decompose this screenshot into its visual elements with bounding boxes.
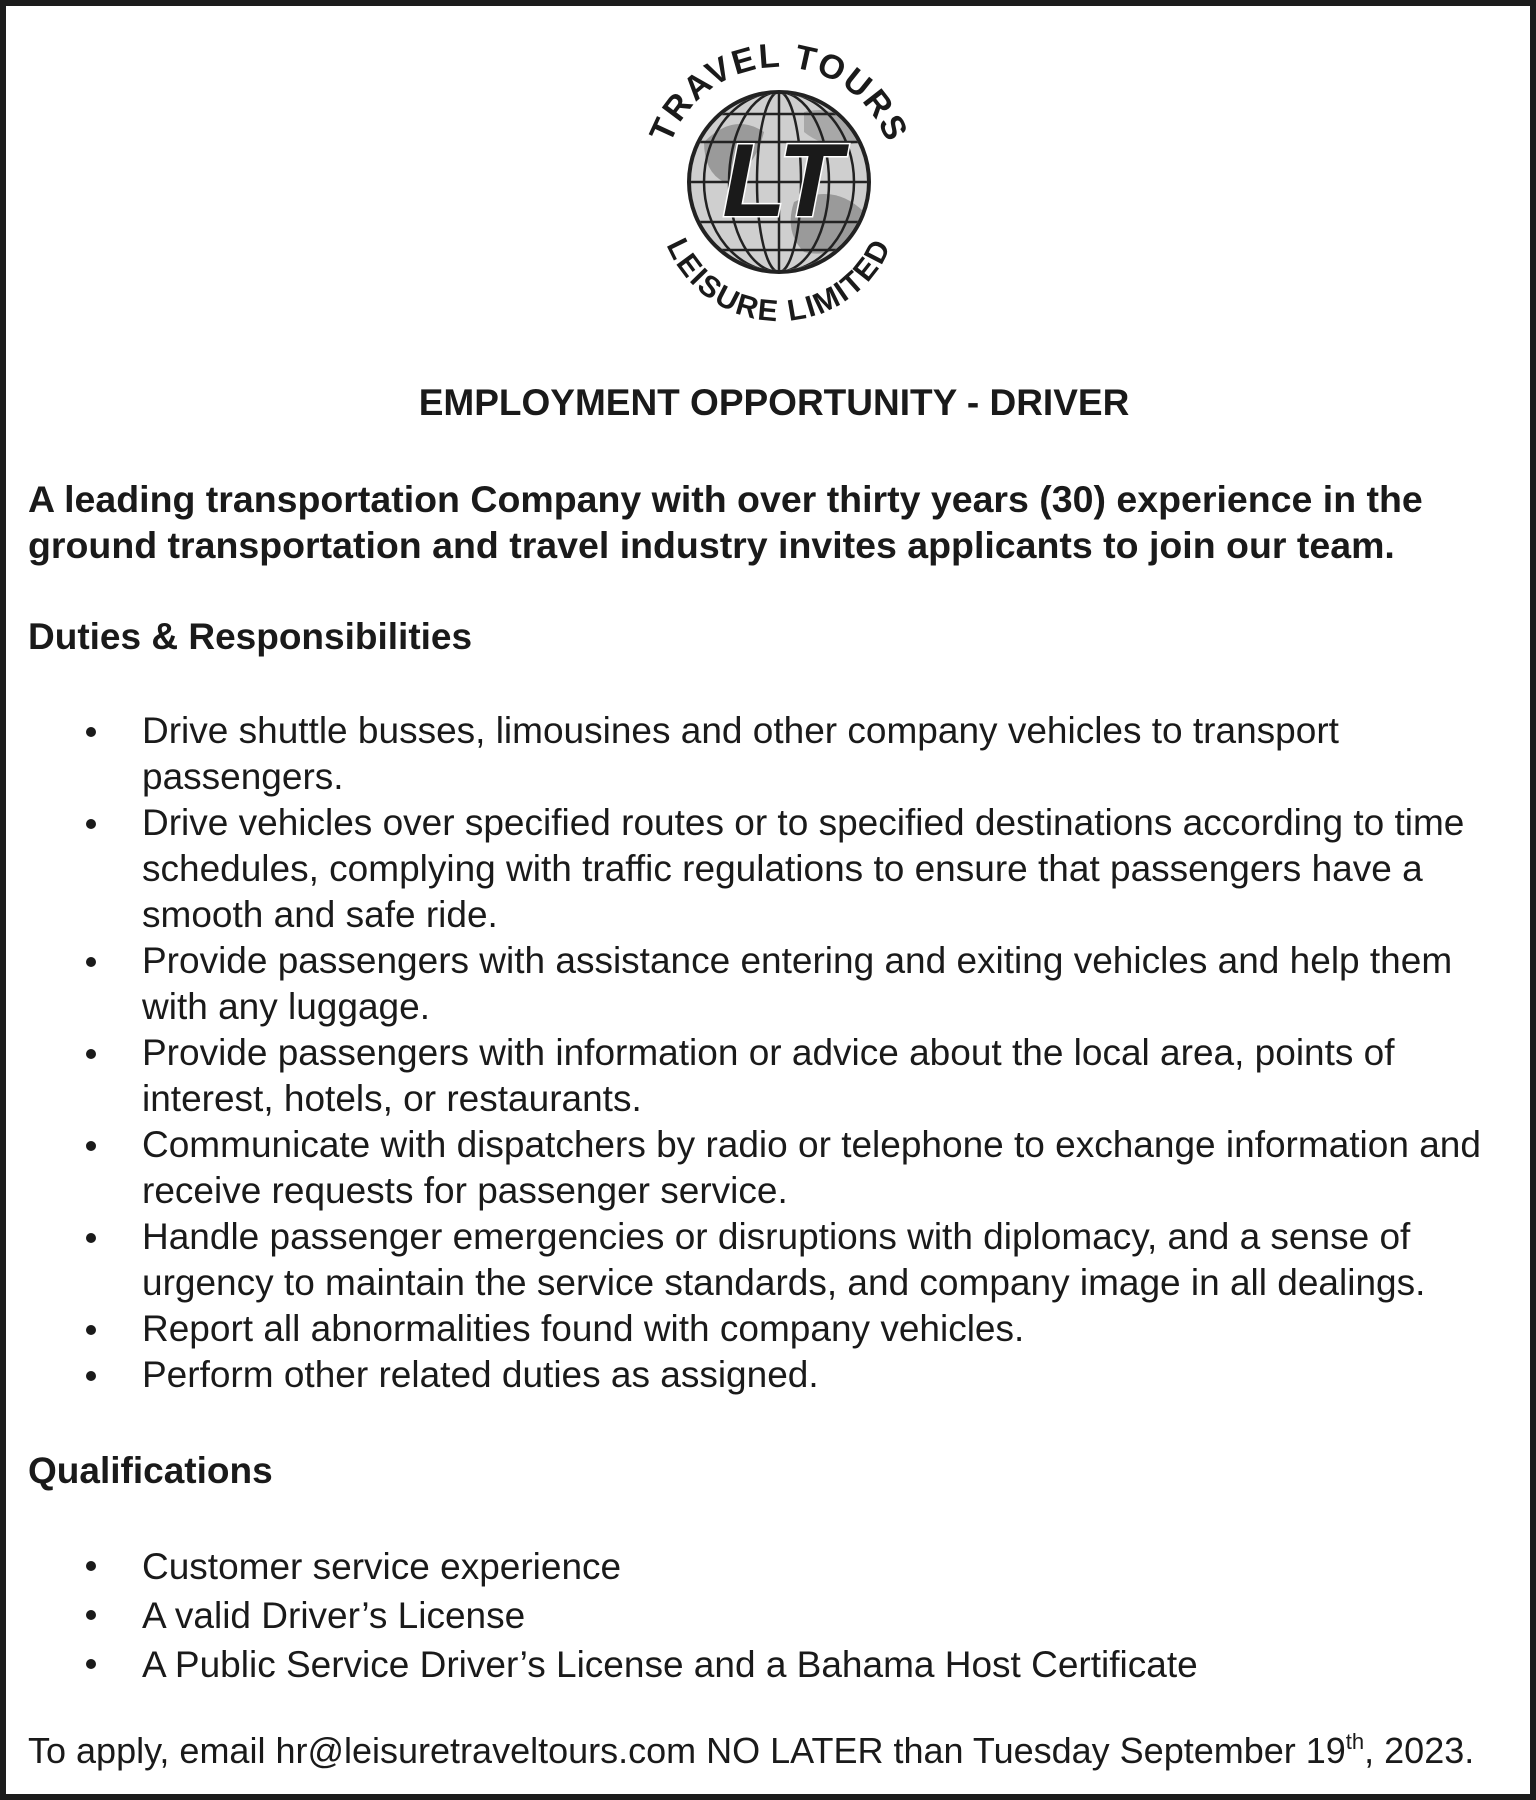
svg-text:LT: LT — [722, 123, 842, 239]
list-item-text: A Public Service Driver’s License and a Bahama Host Certificate — [142, 1644, 1198, 1685]
bullet-icon — [86, 1561, 96, 1571]
list-item-text: Drive vehicles over specified routes or to specified destinations according to time schedules, complying with traffic regulations to ensure that passengers have a smooth and safe ride. — [142, 802, 1465, 935]
list-item — [6, 1214, 1526, 1306]
bullet-icon — [86, 1325, 96, 1335]
bullet-icon — [86, 1233, 96, 1243]
list-item-text: Communicate with dispatchers by radio or telephone to exchange information and receive requests for passenger service. — [142, 1124, 1481, 1211]
bullet-icon — [86, 1141, 96, 1151]
apply-instructions — [28, 1730, 1474, 1772]
bullet-icon — [86, 1049, 96, 1059]
ordinal-suffix: th — [1345, 1729, 1365, 1754]
list-item — [6, 1542, 1526, 1591]
bullet-icon — [86, 819, 96, 829]
bullet-icon — [86, 727, 96, 737]
list-item-text: Report all abnormalities found with company vehicles. — [142, 1308, 1025, 1349]
list-item-text: Handle passenger emergencies or disruptions with diplomacy, and a sense of urgency to maintain the service standards, and company image in all dealings. — [142, 1216, 1426, 1303]
list-item — [6, 1591, 1526, 1640]
duties-list — [6, 708, 1526, 1398]
logo-bottom-text: LEISURE LIMITED — [659, 233, 899, 329]
qualifications-heading: Qualifications — [28, 1450, 273, 1491]
page-title: EMPLOYMENT OPPORTUNITY - DRIVER — [418, 382, 1130, 423]
logo-top-text: TRAVEL TOURS — [642, 36, 916, 148]
list-item-text: A valid Driver’s License — [142, 1595, 526, 1636]
bullet-icon — [86, 1371, 96, 1381]
bullet-icon — [86, 957, 96, 967]
list-item-text: Provide passengers with information or advice about the local area, points of interest, hotels, or restaurants. — [142, 1032, 1395, 1119]
apply-year: , 2023. — [1364, 1730, 1475, 1771]
list-item-text: Provide passengers with assistance entering and exiting vehicles and help them with any luggage. — [142, 940, 1453, 1027]
list-item — [6, 1352, 1526, 1398]
intro-paragraph: A leading transportation Company with over thirty years (30) experience in the ground transportation and travel industry invites applicants to join our team. — [28, 478, 1423, 566]
company-logo — [634, 32, 924, 332]
list-item — [6, 1122, 1526, 1214]
list-item-text: Customer service experience — [142, 1546, 622, 1587]
list-item — [6, 1640, 1526, 1689]
apply-text: To apply, email hr@leisuretraveltours.com NO LATER than Tuesday September 19 — [28, 1730, 1346, 1771]
list-item — [6, 1306, 1526, 1352]
list-item — [6, 938, 1526, 1030]
list-item — [6, 708, 1526, 800]
qualifications-list — [6, 1542, 1526, 1689]
lt-monogram — [722, 123, 849, 239]
list-item — [6, 800, 1526, 938]
duties-heading: Duties & Responsibilities — [28, 616, 473, 657]
list-item — [6, 1030, 1526, 1122]
bullet-icon — [86, 1610, 96, 1620]
list-item-text: Perform other related duties as assigned. — [142, 1354, 819, 1395]
bullet-icon — [86, 1659, 96, 1669]
list-item-text: Drive shuttle busses, limousines and other company vehicles to transport passengers. — [142, 710, 1339, 797]
